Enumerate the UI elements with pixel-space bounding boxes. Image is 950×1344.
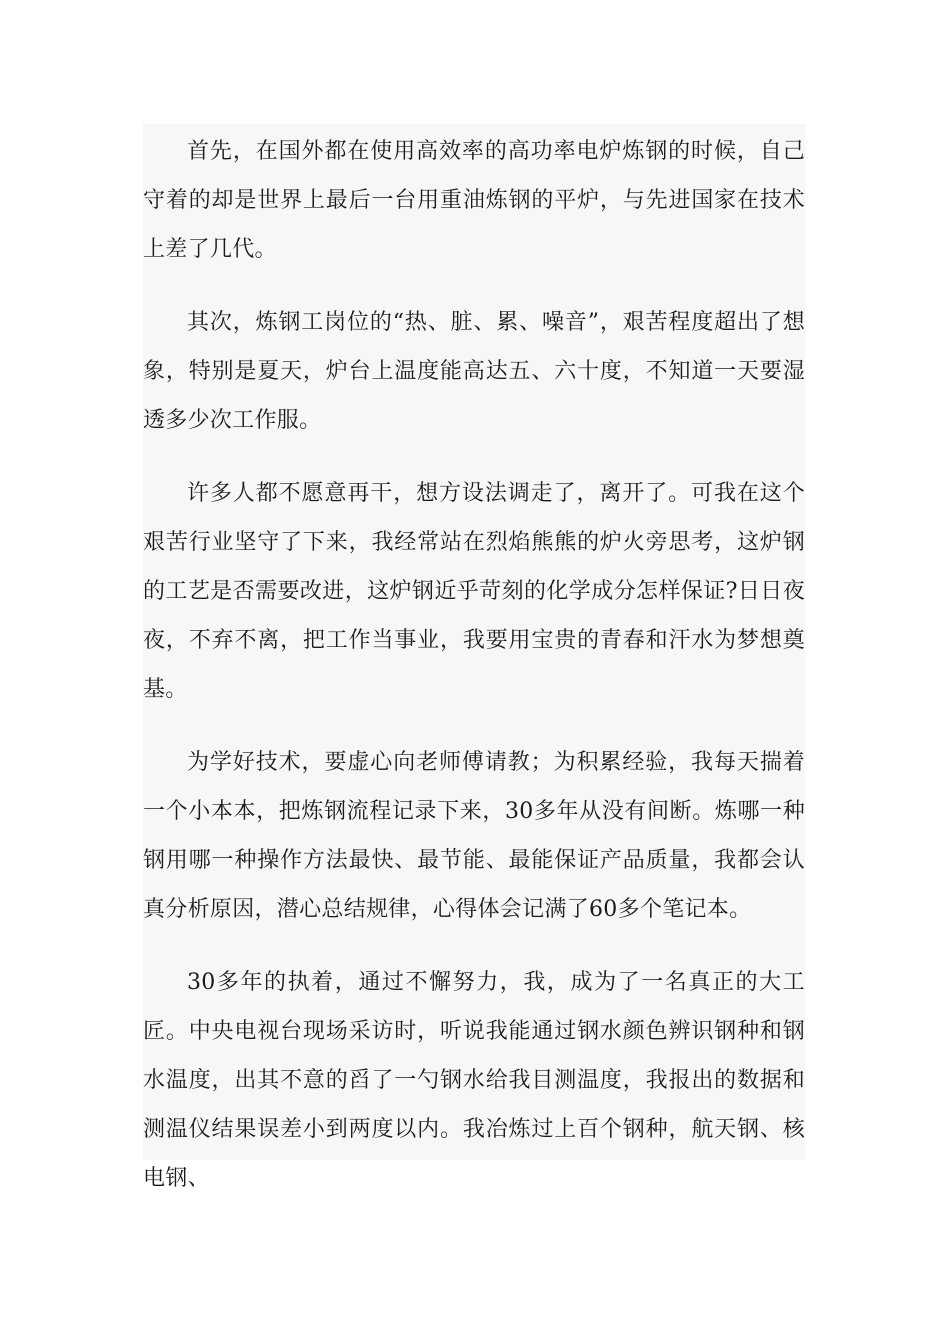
text-block [143,124,805,1191]
paragraph-1: 首先，在国外都在使用高效率的高功率电炉炼钢的时候，自己守着的却是世界上最后一台用重油炼钢的平炉，与先进国家在技术上差了几代。 [143,139,805,262]
paragraph-4: 为学好技术，要虚心向老师傅请教；为积累经验，我每天揣着一个小本本，把炼钢流程记录下来，30多年从没有间断。炼哪一种钢用哪一种操作方法最快、最节能、最能保证产品质量，我都会认真分析原因，潜心总结规律，心得体会记满了60多个笔记本。 [143,750,805,922]
paragraph-5: 30多年的执着，通过不懈努力，我，成为了一名真正的大工匠。中央电视台现场采访时，听说我能通过钢水颜色辨识钢种和钢水温度，出其不意的舀了一勺钢水给我目测温度，我报出的数据和测温仪结果误差小到两度以内。我冶炼过上百个钢种，航天钢、核电钢、 [143,970,805,1191]
paragraph-3: 许多人都不愿意再干，想方设法调走了，离开了。可我在这个艰苦行业坚守了下来，我经常站在烈焰熊熊的炉火旁思考，这炉钢的工艺是否需要改进，这炉钢近乎苛刻的化学成分怎样保证?日日夜夜，不弃不离，把工作当事业，我要用宝贵的青春和汗水为梦想奠基。 [143,481,805,702]
paragraph-2: 其次，炼钢工岗位的“热、脏、累、噪音”，艰苦程度超出了想象，特别是夏天，炉台上温度能高达五、六十度，不知道一天要湿透多少次工作服。 [143,310,805,433]
